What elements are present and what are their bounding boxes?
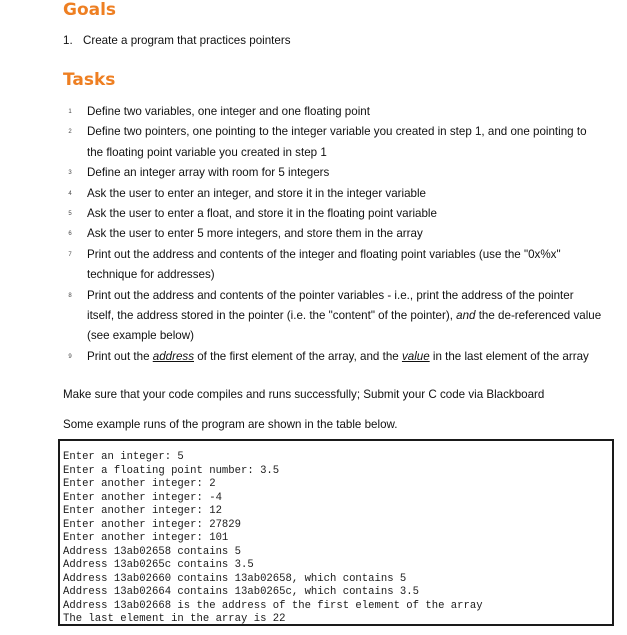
goal-item (63, 33, 291, 49)
task-number: 2 (68, 129, 72, 136)
task-item (63, 184, 603, 204)
submission-instructions: Make sure that your code compiles and runs successfully; Submit your C code via Blackboard (63, 388, 545, 401)
task-text: Define two variables, one integer and one floating point (87, 105, 370, 118)
task-emphasis-address: address (152, 349, 194, 363)
task-number: 3 (68, 170, 72, 177)
task-text: Ask the user to enter 5 more integers, and store them in the array (87, 227, 423, 241)
goals-heading: Goals (63, 0, 117, 20)
output-line: The last element in the array is 22 (63, 613, 286, 625)
output-line: Enter another integer: -4 (63, 491, 222, 504)
task-item (63, 245, 603, 286)
output-line: Address 13ab02660 contains 13ab02658, which contains 5 (63, 572, 407, 585)
task-number: 8 (68, 292, 72, 299)
output-line: Address 13ab02664 contains 13ab0265c, which contains 3.5 (63, 586, 420, 598)
task-item (63, 347, 603, 367)
tasks-list (63, 102, 603, 367)
task-emphasis-value: value (401, 349, 430, 363)
tasks-heading: Tasks (63, 70, 116, 90)
task-text: Ask the user to enter a float, and store it in the floating point variable (87, 207, 437, 221)
task-item (63, 102, 603, 122)
task-item (63, 163, 603, 183)
task-text-middle: of the first element of the array, and the (194, 349, 402, 363)
task-emphasis: and (456, 309, 476, 323)
examples-intro: Some example runs of the program are shown in the table below. (63, 418, 398, 431)
task-number: 9 (68, 353, 72, 360)
task-number: 6 (68, 231, 72, 238)
task-text-start: Print out the address and contents of the pointer variables - i.e., print the address of the pointer itself, the address stored in the pointer (i.e. the "content" of the pointer), (87, 288, 574, 323)
output-line: Address 13ab0265c contains 3.5 (63, 559, 254, 571)
task-item (63, 286, 603, 347)
output-line: Enter another integer: 2 (63, 478, 216, 490)
task-item (63, 204, 603, 224)
task-item (63, 224, 603, 244)
output-line: Address 13ab02668 is the address of the first element of the array (63, 599, 483, 612)
task-text: Ask the user to enter an integer, and store it in the integer variable (87, 186, 426, 200)
task-number: 7 (68, 251, 72, 258)
task-text: Print out the address and contents of the integer and floating point variables (use the "0x%x" technique for addresses) (87, 247, 561, 282)
task-text: Define two pointers, one pointing to the integer variable you created in step 1, and one pointing to the floating point variable you created in step 1 (87, 125, 587, 159)
output-line: Enter an integer: 5 (63, 451, 184, 463)
task-number: 1 (68, 109, 72, 115)
goal-number: 1. (63, 34, 73, 47)
output-line: Enter a floating point number: 3.5 (63, 464, 280, 477)
example-output-box (58, 439, 614, 626)
task-text-end: in the last element of the array (429, 349, 589, 363)
task-text-end: the de-referenced value (see example below) (87, 309, 602, 343)
output-line: Enter another integer: 27829 (63, 518, 242, 531)
task-item (63, 122, 603, 163)
output-line: Enter another integer: 12 (63, 505, 222, 517)
task-number: 5 (68, 211, 72, 218)
task-text: Define an integer array with room for 5 integers (87, 166, 330, 180)
goal-text: Create a program that practices pointers (83, 34, 291, 47)
task-text-start: Print out the (87, 349, 153, 363)
output-line: Address 13ab02658 contains 5 (63, 545, 242, 558)
output-line: Enter another integer: 101 (63, 532, 229, 544)
task-number: 4 (68, 190, 72, 197)
